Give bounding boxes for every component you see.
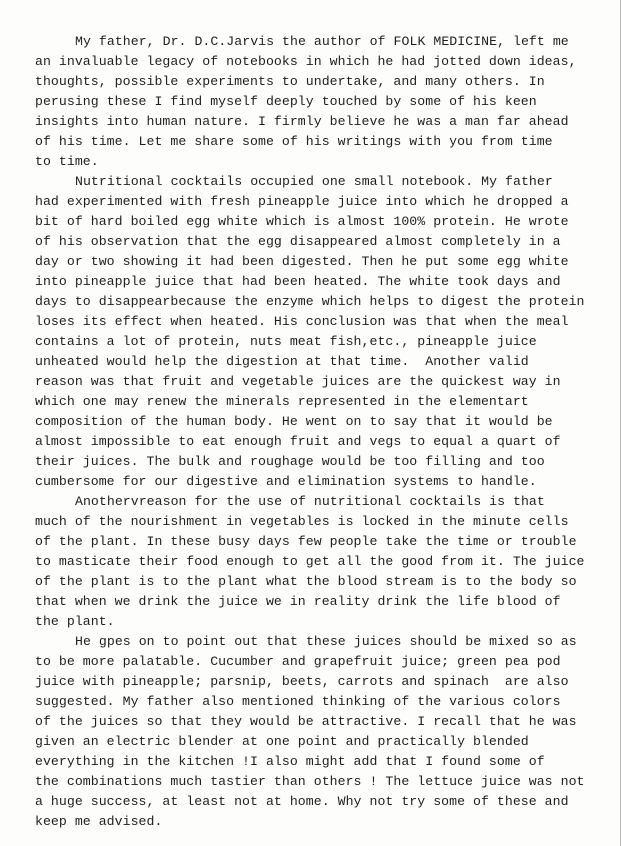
paragraph-nutritional-cocktails — [35, 172, 595, 492]
text-line: Anothervreason for the use of nutritional cocktails is that — [75, 494, 545, 509]
text-line: reason was that fruit and vegetable juices are the quickest way in — [35, 374, 561, 389]
text-line: perusing these I find myself deeply touched by some of his keen — [35, 94, 537, 109]
text-line: suggested. My father also mentioned thinking of the various colors — [35, 694, 561, 709]
text-line: He gpes on to point out that these juices should be mixed so as — [75, 634, 577, 649]
text-line: thoughts, possible experiments to undertake, and many others. In — [35, 74, 545, 89]
text-line: given an electric blender at one point and practically blended — [35, 734, 529, 749]
text-line: almost impossible to eat enough fruit and vegs to equal a quart of — [35, 434, 561, 449]
text-line: loses its effect when heated. His conclusion was that when the meal — [35, 314, 569, 329]
text-line: cumbersome for our digestive and elimination systems to handle. — [35, 474, 537, 489]
text-line: to masticate their food enough to get all the good from it. The juice — [35, 554, 585, 569]
paragraph-another-reason — [35, 492, 595, 632]
letter-body — [35, 32, 595, 832]
text-line: which one may renew the minerals represented in the elementart — [35, 394, 529, 409]
text-line: composition of the human body. He went on to say that it would be — [35, 414, 553, 429]
text-line: of his time. Let me share some of his writings with you from time — [35, 134, 553, 149]
text-line: bit of hard boiled egg white which is almost 100% protein. He wrote — [35, 214, 569, 229]
text-line: everything in the kitchen !I also might add that I found some of — [35, 754, 545, 769]
text-line: that when we drink the juice we in reality drink the life blood of — [35, 594, 561, 609]
text-line: to be more palatable. Cucumber and grapefruit juice; green pea pod — [35, 654, 561, 669]
text-line: of the plant. In these busy days few people take the time or trouble — [35, 534, 577, 549]
text-line: of the juices so that they would be attractive. I recall that he was — [35, 714, 577, 729]
text-line: the plant. — [35, 614, 115, 629]
text-line: day or two showing it had been digested. Then he put some egg white — [35, 254, 569, 269]
text-line: days to disappearbecause the enzyme which helps to digest the protein — [35, 294, 585, 309]
paragraph-intro — [35, 32, 595, 172]
text-line: juice with pineapple; parsnip, beets, carrots and spinach are also — [35, 674, 569, 689]
text-line: to time. — [35, 154, 99, 169]
paragraph-juice-mixing — [35, 632, 595, 832]
text-line: their juices. The bulk and roughage would be too filling and too — [35, 454, 545, 469]
text-line: of his observation that the egg disappeared almost completely in a — [35, 234, 561, 249]
text-line: the combinations much tastier than others ! The lettuce juice was not — [35, 774, 585, 789]
text-line: a huge success, at least not at home. Why not try some of these and — [35, 794, 569, 809]
text-line: insights into human nature. I firmly believe he was a man far ahead — [35, 114, 569, 129]
text-line: into pineapple juice that had been heated. The white took days and — [35, 274, 561, 289]
text-line: much of the nourishment in vegetables is locked in the minute cells — [35, 514, 569, 529]
text-line: unheated would help the digestion at that time. Another valid — [35, 354, 529, 369]
text-line: Nutritional cocktails occupied one small notebook. My father — [75, 174, 553, 189]
text-line: an invaluable legacy of notebooks in which he had jotted down ideas, — [35, 54, 577, 69]
text-line: contains a lot of protein, nuts meat fish,etc., pineapple juice — [35, 334, 537, 349]
text-line: had experimented with fresh pineapple juice into which he dropped a — [35, 194, 569, 209]
text-line: of the plant is to the plant what the blood stream is to the body so — [35, 574, 577, 589]
text-line: keep me advised. — [35, 814, 163, 829]
text-line: My father, Dr. D.C.Jarvis the author of FOLK MEDICINE, left me — [75, 34, 569, 49]
